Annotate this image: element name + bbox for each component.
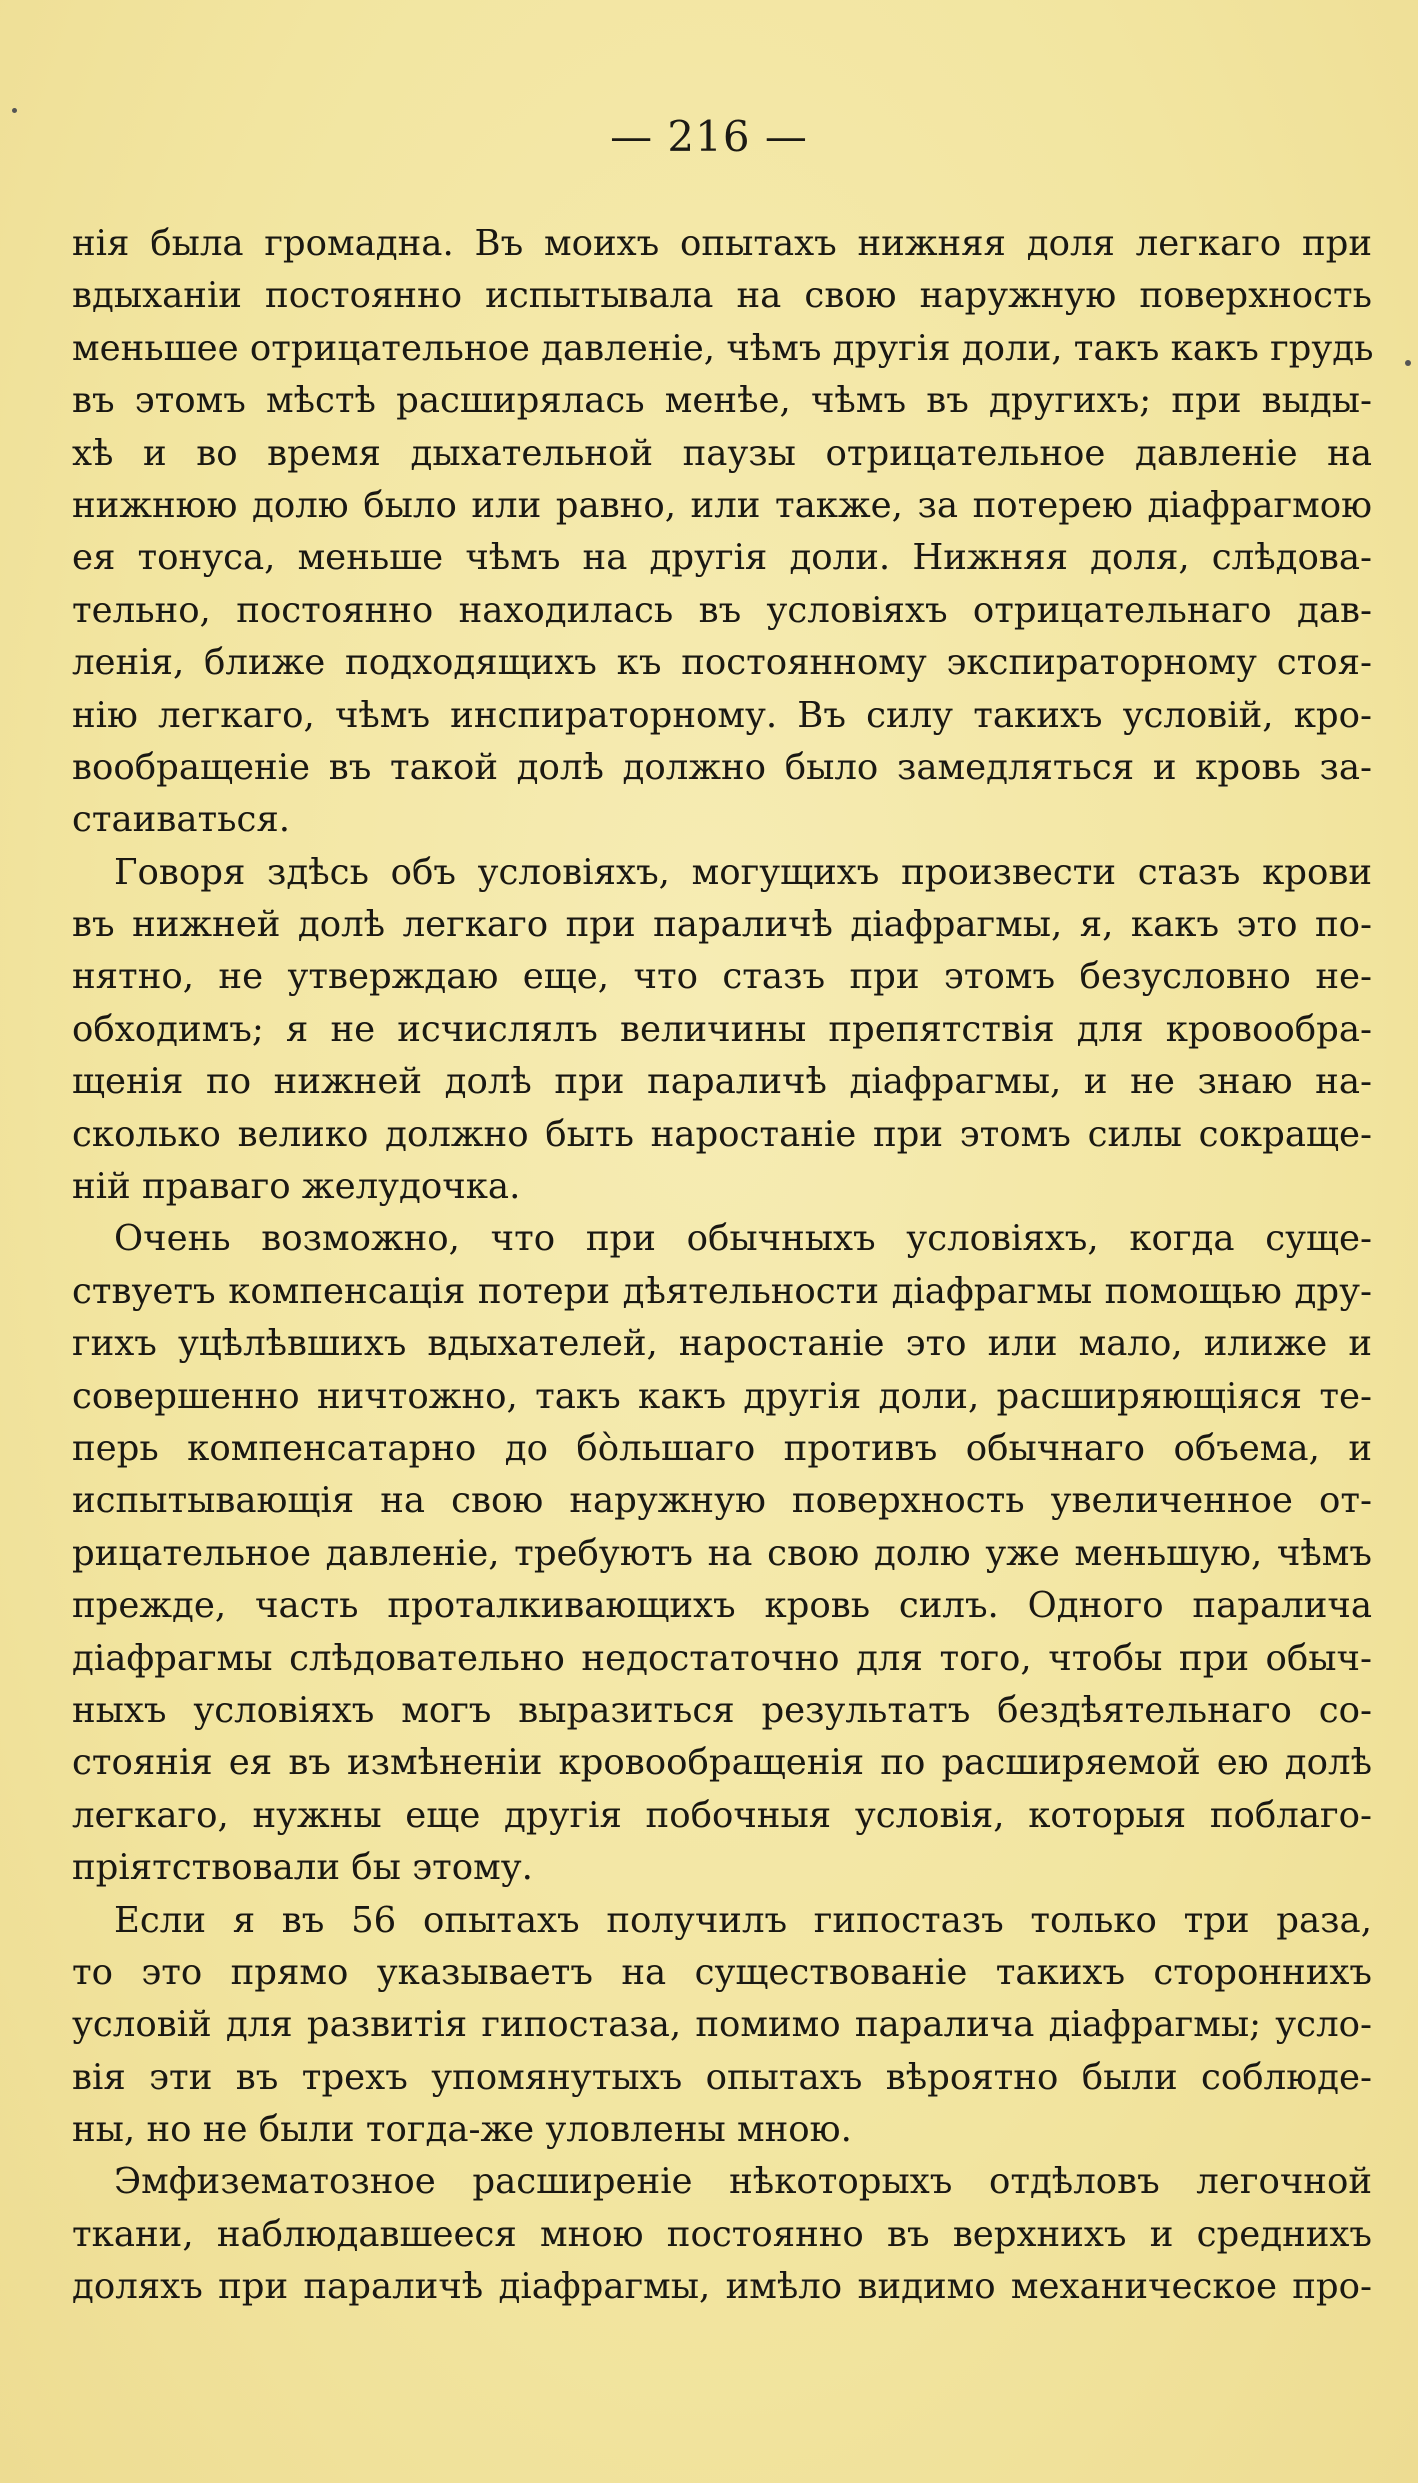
text-line: Если я въ 56 опытахъ получилъ гипостазъ только три раза, <box>114 1899 1372 1941</box>
page-number: — 216 — <box>610 112 808 161</box>
speck <box>1405 360 1411 366</box>
text-line: вія эти въ трехъ упомянутыхъ опытахъ вѣроятно были соблюде- <box>72 2056 1372 2098</box>
text-line: Говоря здѣсь объ условіяхъ, могущихъ произвести стазъ крови <box>114 851 1372 893</box>
text-line: перь компенсатарно до бо̀льшаго противъ обычнаго объема, и <box>72 1427 1372 1469</box>
text-line: ній праваго желудочка. <box>72 1166 521 1208</box>
text-line: въ нижней долѣ легкаго при параличѣ діафрагмы, я, какъ это по- <box>72 904 1372 946</box>
text-line: въ этомъ мѣстѣ расширялась менѣе, чѣмъ въ другихъ; при выды- <box>72 380 1372 422</box>
text-line: меньшее отрицательное давленіе, чѣмъ другія доли, такъ какъ грудь <box>72 327 1374 369</box>
text-line: ствуетъ компенсація потери дѣятельности діафрагмы помощью дру- <box>72 1270 1372 1312</box>
text-line: прежде, часть проталкивающихъ кровь силъ. Одного паралича <box>72 1585 1372 1627</box>
text-line: испытывающія на свою наружную поверхность увеличенное от- <box>72 1480 1372 1522</box>
text-line: тельно, постоянно находилась въ условіяхъ отрицательнаго дав- <box>72 589 1372 631</box>
text-line: нію легкаго, чѣмъ инспираторному. Въ силу такихъ условій, кро- <box>72 694 1372 736</box>
text-line: вдыханіи постоянно испытывала на свою наружную поверхность <box>72 275 1372 317</box>
text-line: гихъ уцѣлѣвшихъ вдыхателей, наростаніе это или мало, илиже и <box>72 1323 1372 1365</box>
text-line: обходимъ; я не исчислялъ величины препятствія для кровообра- <box>72 1008 1372 1050</box>
text-line: ея тонуса, меньше чѣмъ на другія доли. Нижняя доля, слѣдова- <box>72 537 1372 579</box>
text-line: стаиваться. <box>72 799 291 841</box>
text-line: стоянія ея въ измѣненіи кровообращенія по расширяемой ею долѣ <box>72 1742 1372 1784</box>
text-line: нижнюю долю было или равно, или также, за потерею діафрагмою <box>72 484 1372 526</box>
text-line: ленія, ближе подходящихъ къ постоянному экспираторному стоя- <box>72 642 1372 684</box>
text-line: діафрагмы слѣдовательно недостаточно для того, чтобы при обыч- <box>72 1637 1372 1679</box>
text-line: нія была громадна. Въ моихъ опытахъ нижняя доля легкаго при <box>72 223 1372 264</box>
text-line: ны, но не были тогда-же уловлены мною. <box>72 2109 852 2151</box>
text-line: Очень возможно, что при обычныхъ условіяхъ, когда суще- <box>114 1218 1372 1260</box>
text-line: совершенно ничтожно, такъ какъ другія доли, расширяющіяся те- <box>72 1375 1372 1417</box>
text-line: нятно, не утверждаю еще, что стазъ при этомъ безусловно не- <box>72 956 1372 998</box>
text-line: вообращеніе въ такой долѣ должно было замедляться и кровь за- <box>72 746 1372 788</box>
text-line: ткани, наблюдавшееся мною постоянно въ верхнихъ и среднихъ <box>72 2213 1372 2255</box>
text-line: щенія по нижней долѣ при параличѣ діафрагмы, и не знаю на- <box>72 1061 1372 1103</box>
text-line: доляхъ при параличѣ діафрагмы, имѣло видимо механическое про- <box>72 2266 1372 2308</box>
text-line: Эмфизематозное расширеніе нѣкоторыхъ отдѣловъ легочной <box>114 2161 1372 2203</box>
text-line: ныхъ условіяхъ могъ выразиться результатъ бездѣятельнаго со- <box>72 1689 1372 1731</box>
text-line: то это прямо указываетъ на существованіе такихъ стороннихъ <box>72 1951 1372 1993</box>
text-line: пріятствовали бы этому. <box>72 1847 533 1889</box>
text-line: сколько велико должно быть наростаніе при этомъ силы сокраще- <box>72 1113 1372 1155</box>
text-line: легкаго, нужны еще другія побочныя условія, которыя поблаго- <box>72 1794 1372 1836</box>
text-line: рицательное давленіе, требуютъ на свою долю уже меньшую, чѣмъ <box>72 1532 1372 1574</box>
body-text <box>72 218 1372 2314</box>
text-line: условій для развитія гипостаза, помимо паралича діафрагмы; усло- <box>72 2004 1372 2046</box>
text-line: хѣ и во время дыхательной паузы отрицательное давленіе на <box>72 432 1372 474</box>
